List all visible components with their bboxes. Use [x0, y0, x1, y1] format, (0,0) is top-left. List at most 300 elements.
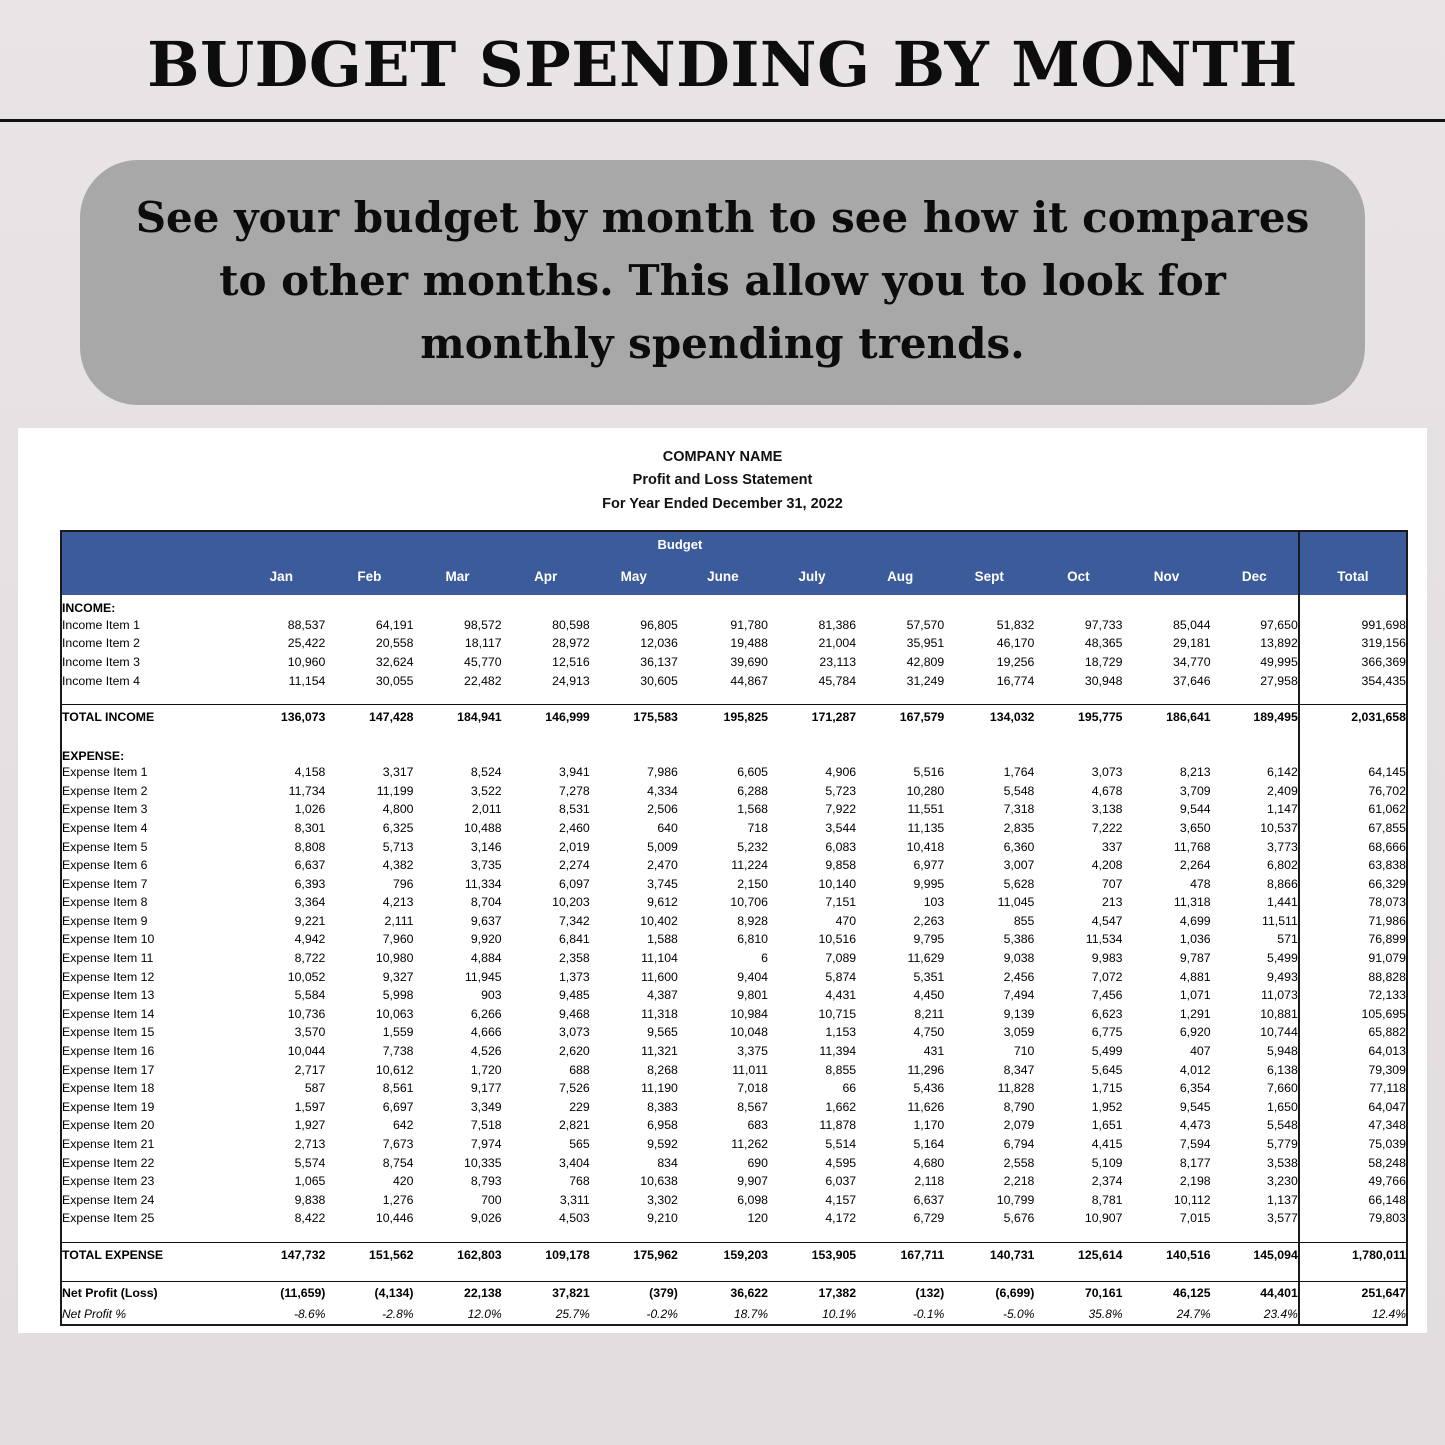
row-cell: 11,600	[641, 969, 678, 984]
row-cell: 18.7%	[733, 1306, 768, 1321]
row-cell: 9,545	[1179, 1099, 1211, 1114]
row-cell: 151,562	[325, 1242, 413, 1267]
row-cell: 3,302	[647, 1192, 678, 1207]
row-total-cell: 79,309	[1299, 1060, 1407, 1079]
row-cell: 171,287	[768, 704, 856, 729]
empty-cell	[237, 595, 325, 615]
row-cell: 159,203	[678, 1242, 768, 1267]
row-cell: 6,802	[1267, 858, 1298, 873]
column-header-apr: Apr	[502, 557, 590, 596]
row-cell: 7,526	[558, 1081, 590, 1096]
empty-cell	[678, 595, 768, 615]
row-cell: 4,906	[825, 765, 857, 780]
row-cell: 24.7%	[1176, 1306, 1211, 1321]
row-cell: 1,147	[1267, 802, 1298, 817]
row-total-cell: 61,062	[1299, 800, 1407, 819]
row-cell: 10,736	[287, 1006, 326, 1021]
row-total-cell: 1,780,011	[1299, 1242, 1407, 1267]
row-cell: 19,256	[996, 654, 1035, 669]
row-cell: 3,538	[1267, 1155, 1298, 1170]
row-label: Expense Item 2	[62, 783, 148, 798]
spacer-cell	[1299, 690, 1407, 705]
row-cell: 2,079	[1003, 1118, 1035, 1133]
page-title: BUDGET SPENDING BY MONTH	[147, 28, 1298, 101]
row-cell: 91,780	[730, 617, 768, 632]
row-cell: 140,516	[1123, 1242, 1211, 1267]
row-cell: 1,276	[382, 1192, 414, 1207]
spacer-cell	[1299, 729, 1407, 743]
expense-row	[61, 1116, 1407, 1135]
spacer-cell	[944, 1267, 1034, 1282]
row-total-cell: 64,047	[1299, 1098, 1407, 1117]
row-cell: 4,595	[825, 1155, 857, 1170]
expense-row	[61, 912, 1407, 931]
row-total-cell: 49,766	[1299, 1172, 1407, 1191]
row-cell: 32,624	[375, 654, 414, 669]
budget-banner-row	[61, 531, 1407, 557]
spacer-cell	[678, 690, 768, 705]
row-cell: 640	[657, 820, 678, 835]
row-cell: 9,787	[1179, 951, 1211, 966]
row-cell: 11,945	[464, 969, 502, 984]
row-cell: 11,318	[641, 1006, 678, 1021]
expense-row	[61, 1005, 1407, 1024]
row-cell: 8,754	[382, 1155, 414, 1170]
row-cell: 9,983	[1091, 951, 1123, 966]
row-cell: 31,249	[906, 673, 945, 688]
row-cell: 147,428	[325, 704, 413, 729]
row-cell: 11,135	[907, 820, 945, 835]
row-cell: 1,026	[294, 802, 326, 817]
row-cell: 9,795	[913, 932, 945, 947]
row-cell: 5,164	[913, 1137, 945, 1151]
row-cell: 11,321	[641, 1044, 678, 1059]
statement-title: Profit and Loss Statement	[632, 472, 813, 489]
row-label: Expense Item 17	[62, 1062, 155, 1077]
row-cell: 10,744	[1260, 1025, 1298, 1040]
row-cell: 35,951	[906, 636, 945, 651]
row-cell: 19,488	[730, 636, 768, 651]
column-header-total: Total	[1299, 557, 1407, 596]
row-cell: 3,544	[825, 820, 857, 835]
spacer-cell	[502, 729, 590, 743]
row-cell: 98,572	[464, 617, 502, 632]
row-cell: 11,629	[907, 951, 945, 966]
callout-wrapper	[0, 160, 1445, 405]
row-cell: 29,181	[1173, 636, 1211, 651]
empty-cell	[1123, 743, 1211, 763]
row-cell: 27,958	[1260, 673, 1298, 688]
row-cell: 10,799	[996, 1192, 1035, 1207]
row-cell: 10.1%	[822, 1306, 857, 1321]
row-cell: 7,456	[1091, 988, 1123, 1003]
row-cell: 10,960	[287, 654, 326, 669]
row-cell: 2,620	[558, 1044, 590, 1059]
row-total-cell: 251,647	[1299, 1281, 1407, 1304]
spacer-cell	[1299, 1228, 1407, 1243]
spacer-cell	[1211, 690, 1299, 705]
spacer-cell	[237, 1267, 325, 1282]
row-cell: 81,386	[818, 617, 857, 632]
row-cell: 4,473	[1179, 1118, 1211, 1133]
row-cell: 45,784	[818, 673, 857, 688]
row-cell: 4,450	[913, 988, 945, 1003]
row-cell: 8,561	[382, 1081, 414, 1096]
row-cell: 3,230	[1267, 1174, 1298, 1189]
spacer-cell	[325, 1267, 413, 1282]
row-cell: 6,393	[294, 876, 326, 891]
row-cell: 6,697	[382, 1099, 414, 1114]
empty-cell	[768, 743, 856, 763]
row-cell: 4,547	[1091, 913, 1123, 928]
row-cell: 6,288	[737, 783, 768, 798]
row-cell: 42,809	[906, 654, 945, 669]
row-cell: 4,680	[913, 1155, 945, 1170]
row-cell: 10,488	[464, 820, 502, 835]
row-cell: 8,268	[647, 1062, 678, 1077]
row-cell: 9,210	[647, 1211, 678, 1226]
row-label: Expense Item 22	[62, 1155, 155, 1170]
row-cell: 470	[835, 913, 857, 928]
row-cell: 46,125	[1123, 1281, 1211, 1304]
expense-row	[61, 819, 1407, 838]
row-cell: 229	[569, 1099, 590, 1114]
row-cell: 4,334	[647, 783, 678, 798]
row-cell: 3,650	[1179, 820, 1211, 835]
spacer-cell	[61, 690, 237, 705]
empty-cell	[678, 743, 768, 763]
row-cell: 10,984	[730, 1006, 768, 1021]
empty-cell	[325, 595, 413, 615]
row-cell: 9,801	[737, 988, 768, 1003]
spacer-cell	[856, 729, 944, 743]
row-cell: 2,374	[1091, 1174, 1123, 1189]
title-bar	[0, 0, 1445, 122]
row-cell: 11,073	[1261, 988, 1298, 1003]
spacer-cell	[768, 690, 856, 705]
row-label: Expense Item 19	[62, 1099, 155, 1114]
row-cell: 1,650	[1267, 1099, 1298, 1114]
empty-cell	[1211, 595, 1299, 615]
row-cell: 6,637	[294, 858, 326, 873]
row-cell: -8.6%	[294, 1306, 326, 1321]
row-cell: 1,170	[913, 1118, 945, 1133]
row-cell: 642	[392, 1118, 414, 1133]
spacer-row	[61, 1228, 1407, 1243]
row-cell: 5,948	[1267, 1044, 1298, 1059]
row-cell: (132)	[856, 1281, 944, 1304]
spacer-cell	[502, 1228, 590, 1243]
row-cell: 4,431	[825, 988, 857, 1003]
row-label: Expense Item 14	[62, 1006, 155, 1021]
row-cell: 565	[569, 1137, 590, 1151]
row-cell: -0.1%	[912, 1306, 945, 1321]
row-cell: 7,594	[1179, 1137, 1211, 1151]
row-cell: 184,941	[414, 704, 502, 729]
row-cell: 44,401	[1211, 1281, 1299, 1304]
row-cell: (4,134)	[325, 1281, 413, 1304]
row-cell: 66	[842, 1081, 857, 1096]
row-cell: 8,704	[470, 895, 502, 910]
spacer-cell	[678, 1228, 768, 1243]
row-cell: 6	[761, 951, 768, 966]
spacer-cell	[856, 1228, 944, 1243]
row-cell: 1,568	[737, 802, 768, 817]
row-cell: 9,612	[647, 895, 678, 910]
row-total-cell: 354,435	[1299, 671, 1407, 690]
row-cell: 6,920	[1179, 1025, 1211, 1040]
row-cell: 134,032	[944, 704, 1034, 729]
row-cell: 1,291	[1179, 1006, 1211, 1021]
description-callout	[80, 160, 1365, 405]
row-label: Expense Item 4	[62, 820, 148, 835]
row-cell: 22,482	[464, 673, 502, 688]
column-header-jan: Jan	[237, 557, 325, 596]
row-cell: 3,311	[559, 1192, 590, 1207]
row-cell: 7,089	[825, 951, 857, 966]
row-cell: 34,770	[1173, 654, 1211, 669]
spacer-cell	[856, 690, 944, 705]
spacer-cell	[1034, 1267, 1122, 1282]
net-profit-row	[61, 1281, 1407, 1304]
row-cell: 4,415	[1091, 1137, 1123, 1151]
row-cell: 337	[1101, 839, 1123, 854]
row-cell: 5,713	[382, 839, 414, 854]
row-cell: 5,645	[1091, 1062, 1123, 1077]
row-cell: 2,274	[558, 858, 590, 873]
row-cell: 3,073	[558, 1025, 590, 1040]
row-cell: 1,441	[1267, 895, 1298, 910]
spacer-cell	[237, 1228, 325, 1243]
empty-cell	[1034, 595, 1122, 615]
row-cell: 2,835	[1003, 820, 1035, 835]
row-total-cell: 63,838	[1299, 856, 1407, 875]
row-cell: 9,544	[1179, 802, 1211, 817]
row-cell: 2,118	[914, 1174, 945, 1189]
row-cell: 23,113	[819, 654, 857, 669]
row-cell: -5.0%	[1003, 1306, 1035, 1321]
row-cell: 1,036	[1179, 932, 1211, 947]
total-expense-row	[61, 1242, 1407, 1267]
row-cell: 5,628	[1003, 876, 1035, 891]
row-cell: 6,142	[1267, 765, 1298, 780]
total-income-row	[61, 704, 1407, 729]
row-cell: 8,928	[737, 913, 768, 928]
row-label: TOTAL INCOME	[61, 704, 237, 729]
row-cell: 9,177	[470, 1081, 502, 1096]
row-cell: 9,493	[1267, 969, 1298, 984]
expense-row	[61, 1135, 1407, 1154]
row-cell: 4,699	[1179, 913, 1211, 928]
expense-row	[61, 856, 1407, 875]
row-cell: 109,178	[502, 1242, 590, 1267]
row-cell: 4,942	[294, 932, 326, 947]
spacer-cell	[590, 690, 678, 705]
row-cell: 3,375	[737, 1044, 768, 1059]
row-cell: 11,104	[641, 951, 678, 966]
row-cell: 7,018	[737, 1081, 768, 1096]
row-cell: 11,224	[731, 858, 768, 873]
row-cell: 2,011	[471, 802, 502, 817]
spacer-cell	[237, 690, 325, 705]
row-cell: 2,264	[1179, 858, 1211, 873]
empty-cell	[237, 743, 325, 763]
row-cell: 21,004	[818, 636, 857, 651]
expense-row	[61, 800, 1407, 819]
row-cell: 5,009	[647, 839, 678, 854]
row-total-cell: 66,329	[1299, 874, 1407, 893]
row-label: Expense Item 12	[62, 969, 155, 984]
row-cell: 4,172	[825, 1211, 857, 1226]
row-cell: 3,073	[1091, 765, 1123, 780]
row-cell: 30,605	[640, 673, 678, 688]
spacer-cell	[502, 690, 590, 705]
row-total-cell: 67,855	[1299, 819, 1407, 838]
expense-row	[61, 874, 1407, 893]
row-cell: 3,577	[1267, 1211, 1298, 1226]
row-cell: 8,567	[737, 1099, 768, 1114]
row-cell: 8,866	[1267, 876, 1298, 891]
row-cell: 8,855	[825, 1062, 857, 1077]
row-cell: 5,436	[913, 1081, 945, 1096]
row-total-cell: 88,828	[1299, 967, 1407, 986]
income-row	[61, 634, 1407, 653]
row-cell: 10,044	[287, 1044, 326, 1059]
row-total-cell: 76,702	[1299, 781, 1407, 800]
row-cell: 3,317	[382, 765, 414, 780]
row-cell: 6,083	[825, 839, 857, 854]
row-cell: 11,334	[464, 876, 502, 891]
empty-cell	[1123, 595, 1211, 615]
row-cell: 5,584	[294, 988, 326, 1003]
row-cell: 11,154	[288, 673, 326, 688]
spacer-cell	[61, 1267, 237, 1282]
row-cell: 834	[657, 1155, 678, 1170]
row-cell: 7,922	[825, 802, 857, 817]
row-total-cell: 78,073	[1299, 893, 1407, 912]
row-cell: 2,263	[913, 913, 945, 928]
empty-cell	[1299, 595, 1407, 615]
row-cell: 11,045	[997, 895, 1035, 910]
row-cell: 855	[1013, 913, 1035, 928]
row-cell: 688	[569, 1062, 590, 1077]
column-header-nov: Nov	[1123, 557, 1211, 596]
row-cell: 140,731	[944, 1242, 1034, 1267]
row-total-cell: 75,039	[1299, 1135, 1407, 1154]
row-cell: 571	[1277, 932, 1298, 947]
row-cell: 2,198	[1179, 1174, 1211, 1189]
row-cell: 195,825	[678, 704, 768, 729]
spacer-cell	[1034, 690, 1122, 705]
row-cell: 1,065	[294, 1174, 326, 1189]
row-cell: 6,810	[737, 932, 768, 947]
row-cell: 12,516	[552, 654, 590, 669]
row-total-cell: 64,145	[1299, 763, 1407, 782]
column-header-dec: Dec	[1211, 557, 1299, 596]
expense-row	[61, 1042, 1407, 1061]
row-cell: -2.8%	[382, 1306, 414, 1321]
column-header-july: July	[768, 557, 856, 596]
spacer-cell	[1123, 690, 1211, 705]
row-cell: 2,506	[647, 802, 678, 817]
row-cell: 10,537	[1260, 820, 1298, 835]
row-cell: 11,626	[907, 1099, 945, 1114]
row-label: Expense Item 23	[62, 1174, 155, 1189]
row-cell: 8,177	[1179, 1155, 1211, 1170]
spacer-cell	[1211, 729, 1299, 743]
row-cell: 10,063	[375, 1006, 414, 1021]
expense-row	[61, 1079, 1407, 1098]
row-cell: 64,191	[375, 617, 414, 632]
row-cell: 37,821	[502, 1281, 590, 1304]
row-label: Expense Item 24	[62, 1192, 155, 1207]
empty-cell	[856, 743, 944, 763]
row-cell: 2,460	[558, 820, 590, 835]
row-total-cell: 72,133	[1299, 986, 1407, 1005]
row-cell: 24,913	[552, 673, 590, 688]
row-cell: 175,962	[590, 1242, 678, 1267]
budget-banner-total-spacer	[1299, 531, 1407, 557]
row-cell: 2,717	[294, 1062, 326, 1077]
spacer-cell	[325, 690, 413, 705]
expense-row	[61, 837, 1407, 856]
row-cell: 1,373	[558, 969, 590, 984]
row-cell: 10,907	[1084, 1211, 1123, 1226]
row-cell: 5,232	[737, 839, 768, 854]
row-cell: 8,301	[294, 820, 326, 835]
row-cell: 195,775	[1034, 704, 1122, 729]
row-cell: 3,138	[1091, 802, 1123, 817]
row-cell: 407	[1190, 1044, 1211, 1059]
row-label: Expense Item 16	[62, 1044, 155, 1059]
row-cell: 5,723	[825, 783, 857, 798]
row-cell: 7,342	[558, 913, 590, 928]
expense-row	[61, 1209, 1407, 1228]
row-cell: 2,218	[1003, 1174, 1035, 1189]
row-total-cell: 68,666	[1299, 837, 1407, 856]
row-cell: 11,734	[288, 783, 326, 798]
row-cell: 4,382	[382, 858, 414, 873]
row-cell: 162,803	[414, 1242, 502, 1267]
income-header-label: INCOME:	[62, 601, 116, 616]
row-cell: 35.8%	[1088, 1306, 1123, 1321]
row-cell: 6,138	[1267, 1062, 1298, 1077]
row-cell: 8,781	[1091, 1192, 1123, 1207]
row-cell: 13,892	[1260, 636, 1298, 651]
row-label: TOTAL EXPENSE	[61, 1242, 237, 1267]
row-cell: 186,641	[1123, 704, 1211, 729]
row-cell: 11,878	[819, 1118, 857, 1133]
empty-cell	[590, 595, 678, 615]
row-cell: 5,574	[294, 1155, 326, 1170]
row-label: Income Item 1	[62, 617, 140, 632]
row-label: Income Item 2	[62, 636, 140, 651]
row-cell: 16,774	[996, 673, 1035, 688]
row-cell: 2,456	[1003, 969, 1035, 984]
row-cell: 6,794	[1003, 1137, 1035, 1151]
spacer-row	[61, 1267, 1407, 1282]
spacer-cell	[325, 1228, 413, 1243]
empty-cell	[502, 595, 590, 615]
row-cell: 10,418	[906, 839, 945, 854]
row-cell: 97,733	[1084, 617, 1123, 632]
row-cell: 8,347	[1003, 1062, 1035, 1077]
expense-row	[61, 781, 1407, 800]
row-cell: 3,007	[1003, 858, 1035, 873]
expense-section-header	[61, 743, 1407, 763]
row-cell: 11,551	[907, 802, 945, 817]
spacer-cell	[944, 729, 1034, 743]
